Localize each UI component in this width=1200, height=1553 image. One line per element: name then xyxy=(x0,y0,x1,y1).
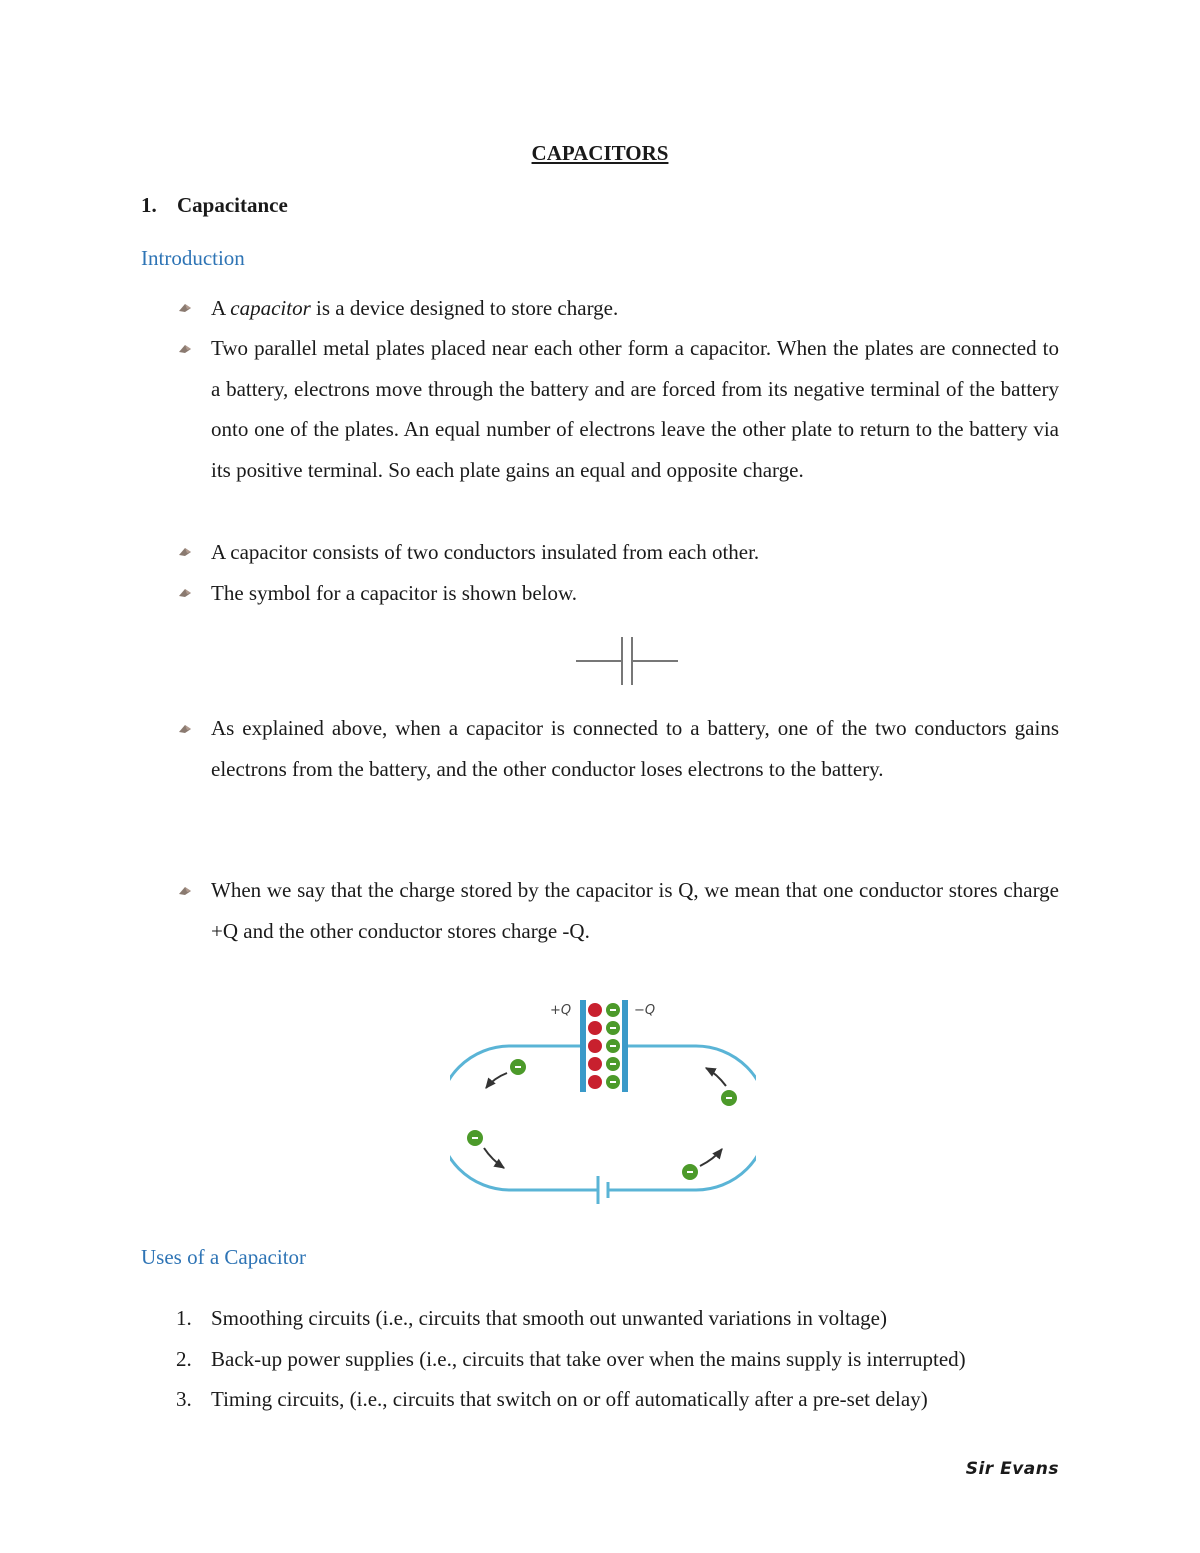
bullet-item: Two parallel metal plates placed near each other form a capacitor. When the plates are connected to a battery, electrons move through the battery and are forced from its negative terminal of the battery onto one of the plates. An equal number of electrons leave the other plate to return to the battery via its positive terminal. So each plate gains an equal and opposite charge. xyxy=(211,336,1059,482)
moving-electrons xyxy=(467,1059,737,1180)
bullet-icon xyxy=(178,885,192,896)
capacitor-circuit-diagram xyxy=(450,994,756,1206)
section-title: Capacitance xyxy=(177,193,288,217)
list-number: 3. xyxy=(176,1387,192,1411)
list-item: Timing circuits, (i.e., circuits that switch on or off automatically after a pre-set delay) xyxy=(211,1387,928,1411)
negative-plate xyxy=(622,1000,628,1092)
flow-arrows xyxy=(484,1068,726,1168)
bullet-icon xyxy=(178,587,192,598)
bullet-icon xyxy=(178,546,192,557)
list-number: 2. xyxy=(176,1347,192,1371)
plus-q-label: +Q xyxy=(550,1003,572,1018)
bullet-icon xyxy=(178,302,192,313)
section-number: 1. xyxy=(141,193,157,217)
positive-charges xyxy=(588,1003,602,1089)
positive-plate xyxy=(580,1000,586,1092)
introduction-heading: Introduction xyxy=(141,246,245,270)
footer-signature: Sir Evans xyxy=(965,1459,1059,1479)
bullet-icon xyxy=(178,343,192,354)
circuit-wire xyxy=(450,1046,756,1190)
list-number: 1. xyxy=(176,1306,192,1330)
bullet-icon xyxy=(178,723,192,734)
bullet-item: As explained above, when a capacitor is connected to a battery, one of the two conductors gains electrons from the battery, and the other conductor loses electrons to the battery. xyxy=(211,716,1059,781)
bullet-item: The symbol for a capacitor is shown below. xyxy=(211,581,578,605)
list-item: Smoothing circuits (i.e., circuits that smooth out unwanted variations in voltage) xyxy=(211,1306,887,1330)
uses-heading: Uses of a Capacitor xyxy=(141,1245,307,1269)
bullet-item: A capacitor consists of two conductors insulated from each other. xyxy=(211,540,760,564)
capacitor-term: capacitor xyxy=(230,296,311,320)
section-heading xyxy=(141,193,288,218)
capacitor-symbol-icon xyxy=(574,634,680,688)
bullet-item: When we say that the charge stored by the capacitor is Q, we mean that one conductor stores charge +Q and the other conductor stores charge -Q. xyxy=(211,878,1059,943)
minus-q-label: −Q xyxy=(634,1003,656,1018)
bullet-item: A capacitor is a device designed to store charge. xyxy=(211,296,619,320)
document-title: CAPACITORS xyxy=(531,141,669,165)
list-item: Back-up power supplies (i.e., circuits that take over when the mains supply is interrupted) xyxy=(211,1347,966,1371)
